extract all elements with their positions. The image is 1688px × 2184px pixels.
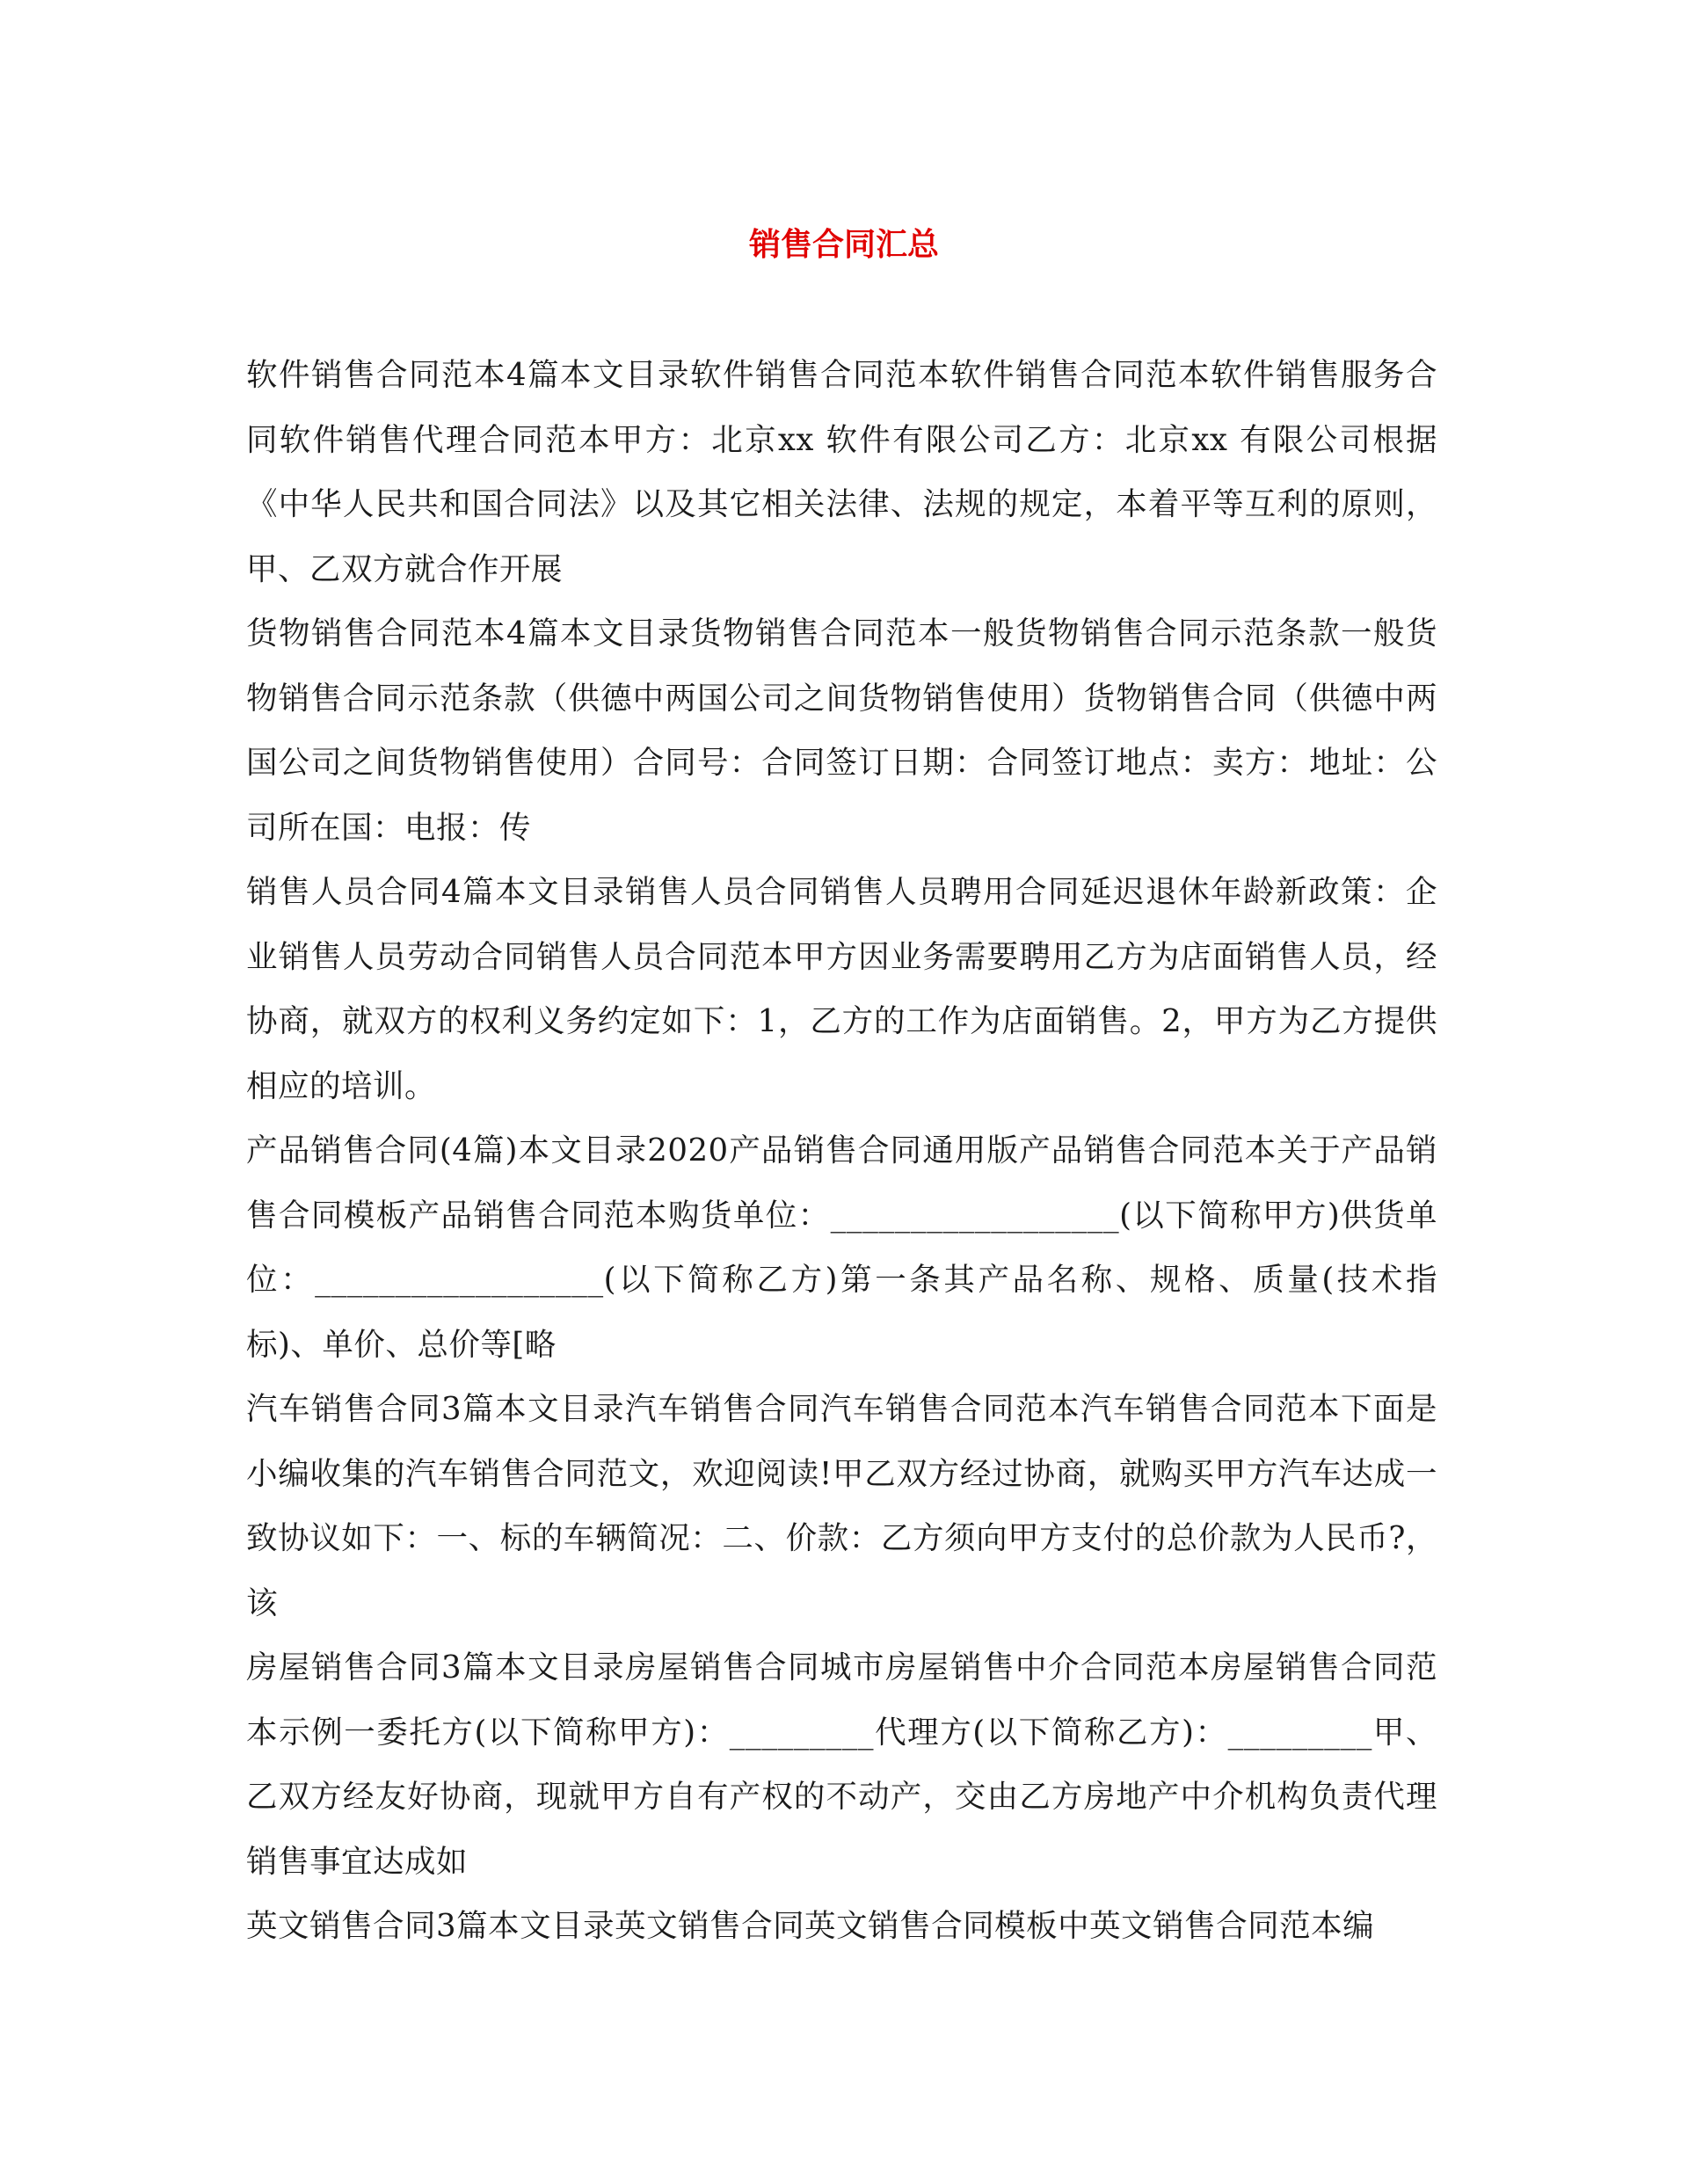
paragraph-house-contract: 房屋销售合同3篇本文目录房屋销售合同城市房屋销售中介合同范本房屋销售合同范本示例一委托方(以下简称甲方)：_________代理方(以下简称乙方)：_________甲、乙双方经友好协商，现就甲方自有产权的不动产，交由乙方房地产中介机构负责代理销售事宜达成如 xyxy=(246,1649,1437,1880)
paragraph-sales-staff-contract: 销售人员合同4篇本文目录销售人员合同销售人员聘用合同延迟退休年龄新政策：企业销售人员劳动合同销售人员合同范本甲方因业务需要聘用乙方为店面销售人员，经协商，就双方的权利义务约定如下：1，乙方的工作为店面销售。2，甲方为乙方提供相应的培训。 xyxy=(246,874,1437,1104)
paragraph-car-contract: 汽车销售合同3篇本文目录汽车销售合同汽车销售合同范本汽车销售合同范本下面是小编收集的汽车销售合同范文，欢迎阅读!甲乙双方经过协商，就购买甲方汽车达成一致协议如下：一、标的车辆简况：二、价款：乙方须向甲方支付的总价款为人民币?，该 xyxy=(246,1391,1437,1621)
paragraph-product-contract: 产品销售合同(4篇)本文目录2020产品销售合同通用版产品销售合同范本关于产品销售合同模板产品销售合同范本购货单位：__________________(以下简称甲方)供货单位：__________________(以下简称乙方)第一条其产品名称、规格、质量(技术指标)、单价、总价等[略 xyxy=(246,1132,1437,1363)
paragraph-english-contract: 英文销售合同3篇本文目录英文销售合同英文销售合同模板中英文销售合同范本编 xyxy=(246,1908,1375,1944)
document-title: 销售合同汇总 xyxy=(748,226,939,263)
paragraph-goods-contract: 货物销售合同范本4篇本文目录货物销售合同范本一般货物销售合同示范条款一般货物销售合同示范条款（供德中两国公司之间货物销售使用）货物销售合同（供德中两国公司之间货物销售使用）合同号：合同签订日期：合同签订地点：卖方：地址：公司所在国：电报：传 xyxy=(246,615,1437,846)
paragraph-software-contract: 软件销售合同范本4篇本文目录软件销售合同范本软件销售合同范本软件销售服务合同软件销售代理合同范本甲方：北京xx 软件有限公司乙方：北京xx 有限公司根据《中华人民共和国合同法》以及其它相关法律、法规的规定，本着平等互利的原则，甲、乙双方就合作开展 xyxy=(246,357,1437,587)
document-body xyxy=(246,343,1437,1959)
